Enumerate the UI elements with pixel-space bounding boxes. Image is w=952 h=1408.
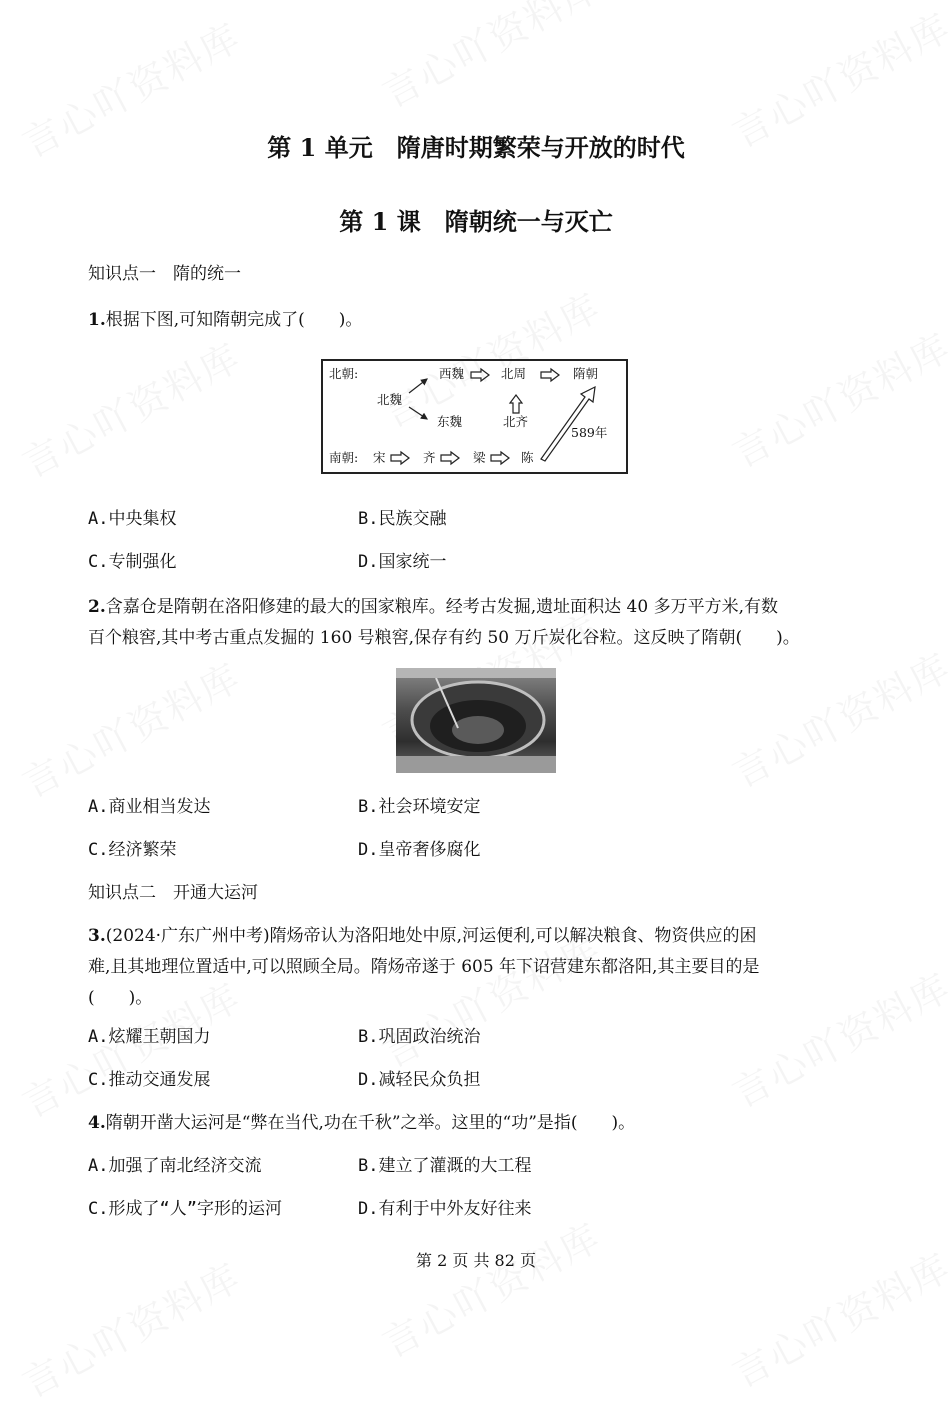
option-c[interactable]: C.推动交通发展 xyxy=(88,1070,211,1090)
hollow-arrow-icon xyxy=(541,387,595,461)
option-b[interactable]: B.民族交融 xyxy=(358,509,447,529)
watermark xyxy=(11,327,249,488)
question-text: ( )。 xyxy=(88,988,153,1008)
option-a[interactable]: A.中央集权 xyxy=(88,509,177,529)
question-text: 百个粮窖,其中考古重点发掘的 160 号粮窖,保存有约 50 万斤炭化谷粒。这反映了隋朝( )。 xyxy=(88,628,800,648)
beiqi-label: 北齐 xyxy=(503,414,529,429)
liang-label: 梁 xyxy=(473,450,486,465)
watermark xyxy=(11,1247,249,1408)
suichao-label: 隋朝 xyxy=(573,366,599,381)
hollow-arrow-icon xyxy=(391,452,409,464)
granary-photo xyxy=(396,668,556,773)
option-a[interactable]: A.商业相当发达 xyxy=(88,797,211,817)
watermark xyxy=(11,647,249,808)
question-1 xyxy=(88,305,868,336)
qi-label: 齐 xyxy=(423,450,436,465)
section-heading-1: 知识点一 隋的统一 xyxy=(88,264,241,284)
arrow-icon xyxy=(409,379,427,393)
page-footer: 第 2 页 共 82 页 xyxy=(416,1251,536,1270)
option-d[interactable]: D.皇帝奢侈腐化 xyxy=(358,840,481,860)
section-heading-2: 知识点二 开通大运河 xyxy=(88,883,258,903)
option-d[interactable]: D.有利于中外友好往来 xyxy=(358,1199,532,1219)
question-text: (2024·广东广州中考)隋炀帝认为洛阳地处中原,河运便利,可以解决粮食、物资供应的困 xyxy=(105,926,757,946)
xiwei-label: 西魏 xyxy=(439,366,465,381)
watermark xyxy=(371,1207,609,1368)
question-3 xyxy=(88,921,868,1014)
unit-title: 第 1 单元 隋唐时期繁荣与开放的时代 xyxy=(267,133,685,162)
option-d[interactable]: D.国家统一 xyxy=(358,552,447,572)
option-d[interactable]: D.减轻民众负担 xyxy=(358,1070,481,1090)
lesson-title: 第 1 课 隋朝统一与灭亡 xyxy=(339,207,613,236)
option-b[interactable]: B.巩固政治统治 xyxy=(358,1027,481,1047)
question-number: 2. xyxy=(88,597,106,617)
watermark xyxy=(721,637,952,798)
question-text: 含嘉仓是隋朝在洛阳修建的最大的国家粮库。经考古发掘,遗址面积达 40 多万平方米,有数 xyxy=(105,597,778,617)
question-number: 4. xyxy=(88,1113,106,1133)
watermark xyxy=(371,0,609,118)
question-4 xyxy=(88,1108,868,1139)
question-text: 隋朝开凿大运河是“弊在当代,功在千秋”之举。这里的“功”是指( )。 xyxy=(105,1113,636,1133)
question-number: 1. xyxy=(88,310,106,330)
year-label: 589年 xyxy=(571,425,608,440)
hollow-arrow-icon xyxy=(541,369,559,381)
south-label: 南朝: xyxy=(329,450,359,465)
option-a[interactable]: A.炫耀王朝国力 xyxy=(88,1027,211,1047)
question-text: 难,且其地理位置适中,可以照顾全局。隋炀帝遂于 605 年下诏营建东都洛阳,其主要目的是 xyxy=(88,957,760,977)
dynasty-diagram xyxy=(321,359,628,474)
option-b[interactable]: B.建立了灌溉的大工程 xyxy=(358,1156,532,1176)
question-text: 根据下图,可知隋朝完成了( )。 xyxy=(105,310,363,330)
option-a[interactable]: A.加强了南北经济交流 xyxy=(88,1156,262,1176)
option-c[interactable]: C.经济繁荣 xyxy=(88,840,177,860)
question-number: 3. xyxy=(88,926,106,946)
hollow-arrow-icon xyxy=(471,369,489,381)
chen-label: 陈 xyxy=(521,450,534,465)
arrow-icon xyxy=(409,407,427,419)
question-2 xyxy=(88,592,868,654)
option-c[interactable]: C.形成了“人”字形的运河 xyxy=(88,1199,282,1219)
hollow-arrow-icon xyxy=(510,395,522,413)
granary-pit-image xyxy=(396,668,556,773)
option-c[interactable]: C.专制强化 xyxy=(88,552,177,572)
dongwei-label: 东魏 xyxy=(437,414,463,429)
option-b[interactable]: B.社会环境安定 xyxy=(358,797,481,817)
song-label: 宋 xyxy=(373,450,386,465)
beiwei-label: 北魏 xyxy=(377,392,403,407)
watermark xyxy=(721,317,952,478)
hollow-arrow-icon xyxy=(441,452,459,464)
north-label: 北朝: xyxy=(329,366,359,381)
hollow-arrow-icon xyxy=(491,452,509,464)
beizhou-label: 北周 xyxy=(501,366,527,381)
